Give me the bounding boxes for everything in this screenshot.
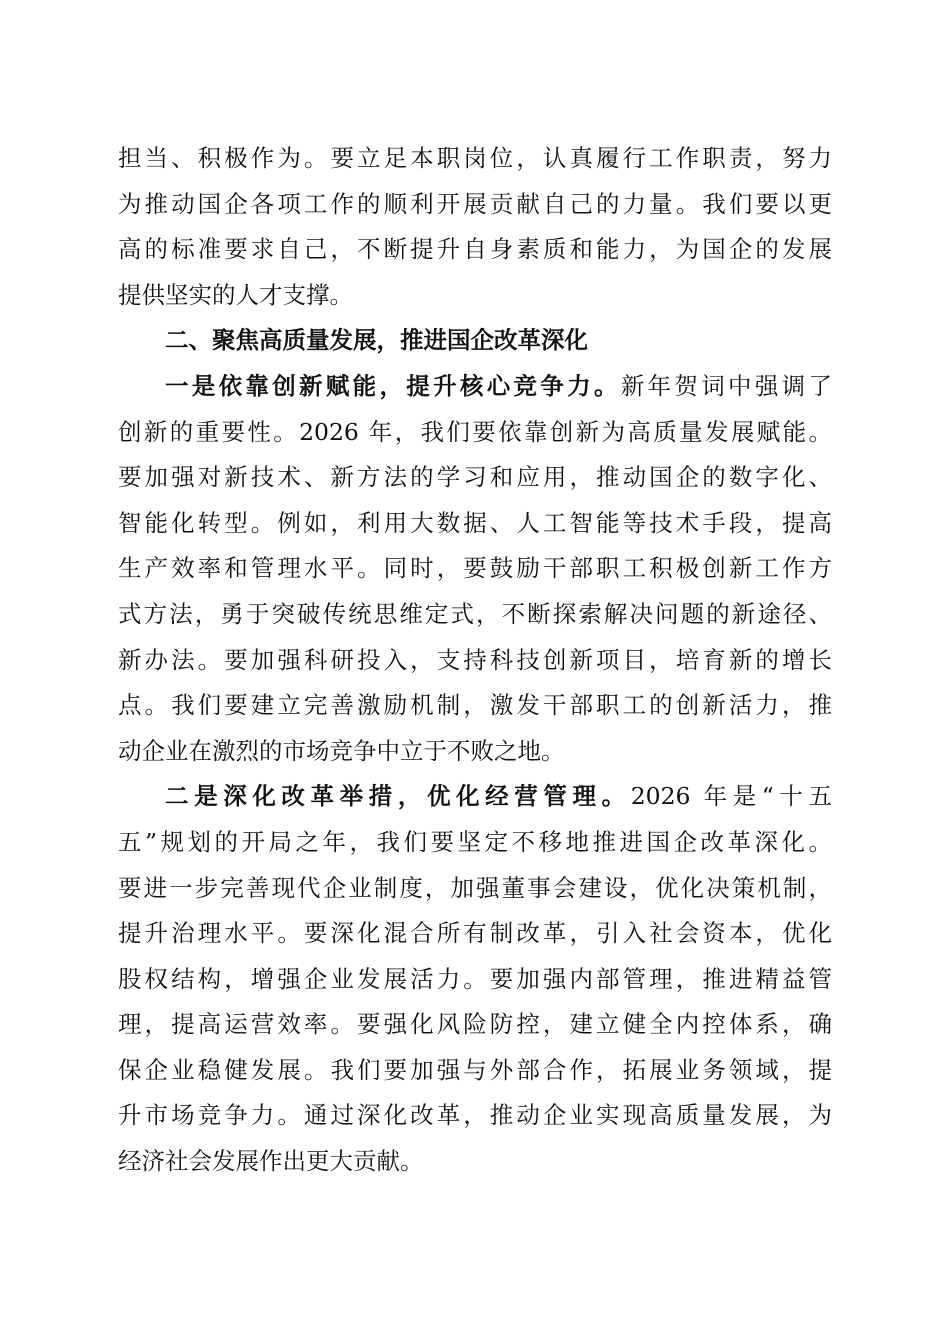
paragraph-line: 提供坚实的人才支撑。 bbox=[118, 280, 353, 309]
paragraph-line: 保企业稳健发展。我们要加强与外部合作，拓展业务领域，提 bbox=[118, 1055, 832, 1084]
paragraph-2 bbox=[118, 364, 832, 774]
paragraph-line: 新办法。要加强科研投入，支持科技创新项目，培育新的增长 bbox=[118, 645, 832, 674]
paragraph-line: 为推动国企各项工作的顺利开展贡献自己的力量。我们要以更 bbox=[118, 189, 832, 218]
paragraph-first-line bbox=[118, 774, 832, 820]
paragraph-line: 股权结构，增强企业发展活力。要加强内部管理，推进精益管 bbox=[118, 964, 832, 993]
paragraph-line: 点。我们要建立完善激励机制，激发干部职工的创新活力，推 bbox=[118, 691, 832, 720]
paragraph-line: 创新的重要性。2026 年，我们要依靠创新为高质量发展赋能。 bbox=[118, 417, 832, 446]
paragraph-text: 新年贺词中强调了 bbox=[620, 371, 832, 400]
paragraph-1 bbox=[118, 136, 832, 318]
paragraph-line: 担当、积极作为。要立足本职岗位，认真履行工作职责，努力 bbox=[118, 144, 832, 172]
paragraph-line: 式方法，勇于突破传统思维定式，不断探索解决问题的新途径、 bbox=[118, 599, 832, 628]
document-page bbox=[118, 136, 832, 1185]
paragraph-lead: 一是依靠创新赋能，提升核心竞争力。 bbox=[165, 371, 621, 400]
paragraph-line: 经济社会发展作出更大贡献。 bbox=[118, 1147, 424, 1176]
paragraph-first-line bbox=[118, 364, 832, 410]
paragraph-text: 2026 年是“十五 bbox=[630, 782, 832, 811]
paragraph-lead: 二是深化改革举措，优化经营管理。 bbox=[165, 782, 631, 811]
paragraph-line: 要进一步完善现代企业制度，加强董事会建设，优化决策机制， bbox=[118, 873, 832, 902]
paragraph-3 bbox=[118, 774, 832, 1184]
paragraph-line: 生产效率和管理水平。同时，要鼓励干部职工积极创新工作方 bbox=[118, 554, 832, 583]
paragraph-line: 五”规划的开局之年，我们要坚定不移地推进国企改革深化。 bbox=[118, 827, 832, 856]
paragraph-line: 高的标准要求自己，不断提升自身素质和能力，为国企的发展 bbox=[118, 235, 832, 264]
paragraph-line: 要加强对新技术、新方法的学习和应用，推动国企的数字化、 bbox=[118, 463, 832, 492]
paragraph-line: 理，提高运营效率。要强化风险防控，建立健全内控体系，确 bbox=[118, 1010, 832, 1039]
section-heading: 二、聚焦高质量发展，推进国企改革深化 bbox=[165, 326, 588, 355]
paragraph-line: 动企业在激烈的市场竞争中立于不败之地。 bbox=[118, 736, 565, 765]
paragraph-line: 提升治理水平。要深化混合所有制改革，引入社会资本，优化 bbox=[118, 919, 832, 948]
paragraph-line: 智能化转型。例如，利用大数据、人工智能等技术手段，提高 bbox=[118, 508, 832, 537]
paragraph-line: 升市场竞争力。通过深化改革，推动企业实现高质量发展，为 bbox=[118, 1101, 832, 1130]
